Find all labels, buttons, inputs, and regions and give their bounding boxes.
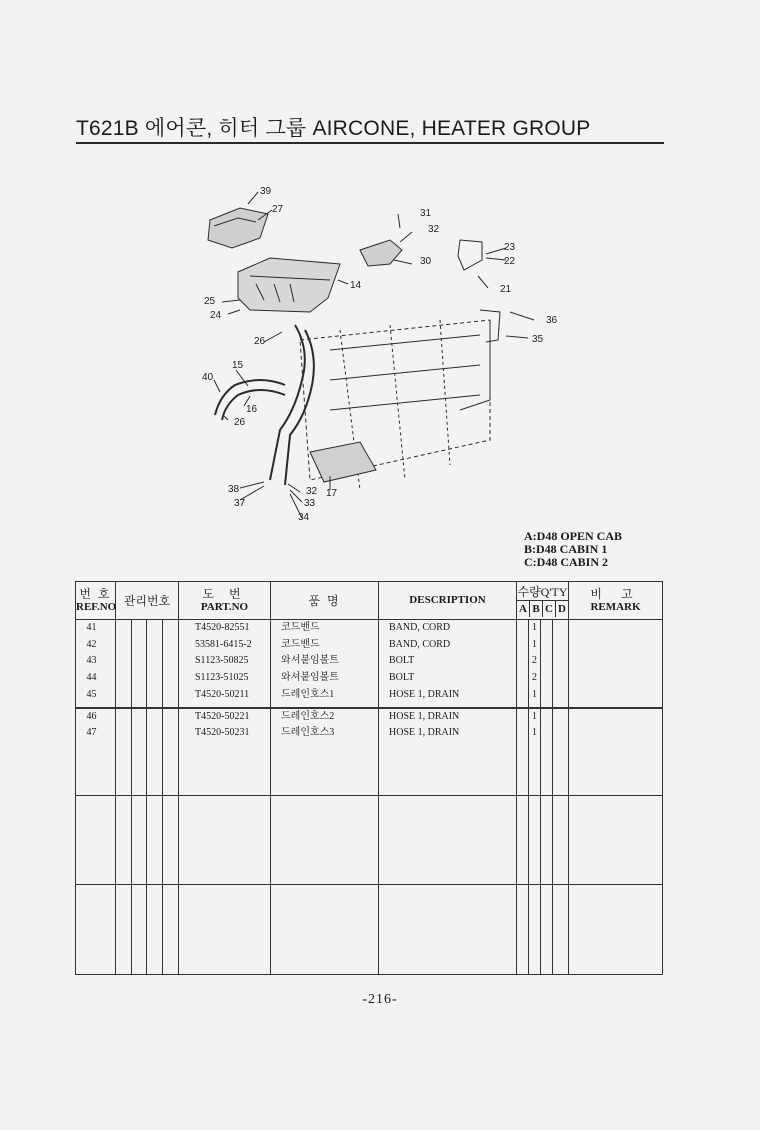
callout-label: 16: [246, 404, 258, 415]
callout-label: 27: [272, 204, 284, 215]
part-name-ko: 드레인호스3: [281, 727, 335, 739]
callout-label: 21: [500, 284, 512, 295]
bracket-part: [360, 240, 402, 266]
legend-c: C:D48 CABIN 2: [524, 555, 608, 569]
callout-label: 32: [306, 486, 318, 497]
table-row-group: [76, 796, 663, 884]
name-header-ko: 품 명: [308, 593, 341, 608]
mgmt-no-header: [116, 582, 179, 620]
callout-label: 33: [304, 498, 316, 509]
legend-a: A:D48 OPEN CAB: [524, 529, 622, 543]
part-name-ko: 드레인호스1: [281, 688, 335, 700]
ref-no: 44: [86, 672, 97, 684]
qty-b: 2: [532, 655, 537, 667]
exploded-parts-diagram: [190, 180, 570, 525]
part-no: S1123-51025: [195, 672, 249, 684]
description: BAND, CORD: [389, 622, 451, 633]
air-box-part: [208, 208, 268, 248]
part-no-header: [179, 582, 271, 620]
model-legend: [524, 530, 622, 569]
legend-b: B:D48 CABIN 1: [524, 542, 608, 556]
callout-label: 17: [326, 488, 338, 499]
callout-label: 40: [202, 372, 214, 383]
qty-c-header: C: [543, 601, 556, 617]
description-header: [379, 582, 517, 620]
table-row-group: [76, 620, 663, 708]
part-name-ko: 드레인호스2: [281, 710, 335, 722]
ref-header-en: REF.NO: [76, 601, 117, 613]
diagram-drawing: [190, 180, 570, 525]
qty-b: 1: [532, 710, 537, 722]
part-name-ko: 와셔붙임볼트: [281, 655, 339, 667]
part-no: T4520-50221: [195, 710, 250, 722]
callout-label: 30: [420, 256, 432, 267]
callout-label: 38: [228, 484, 240, 495]
callout-label: 23: [504, 242, 516, 253]
description: HOSE 1, DRAIN: [389, 727, 460, 739]
remark-header-ko: 비 고: [590, 587, 641, 601]
description: BOLT: [389, 672, 415, 684]
qty-b: 2: [532, 672, 537, 684]
callout-label: 35: [532, 334, 544, 345]
qty-header: [517, 582, 569, 620]
ref-no: 47: [86, 727, 97, 739]
table-row-group: [76, 708, 663, 796]
qty-d-header: D: [558, 603, 566, 615]
grille-part: [310, 442, 376, 482]
ref-header-ko: 번 호: [79, 587, 112, 601]
part-no: T4520-50231: [195, 727, 250, 739]
callout-label: 25: [204, 296, 216, 307]
qty-b: 1: [532, 727, 537, 739]
desc-header-en: DESCRIPTION: [409, 594, 486, 606]
description: BAND, CORD: [389, 638, 451, 650]
callout-label: 34: [298, 512, 310, 523]
ref-no-header: [76, 582, 116, 620]
qty-b: 1: [532, 638, 537, 650]
ref-no: 45: [86, 688, 97, 700]
description: HOSE 1, DRAIN: [389, 710, 460, 722]
remark-header-en: REMARK: [590, 601, 641, 613]
callout-label: 15: [232, 360, 244, 371]
callout-label: 36: [546, 315, 558, 326]
part-name-ko: 코드밴드: [281, 622, 320, 633]
qty-header-label: 수량Q'TY: [517, 585, 568, 599]
callout-label: 24: [210, 310, 222, 321]
qty-b-header: B: [530, 601, 543, 617]
part-name-ko: 와셔붙임볼트: [281, 672, 339, 684]
qty-b: 1: [532, 688, 537, 700]
part-no: T4520-50211: [195, 688, 250, 700]
callout-label: 39: [260, 186, 272, 197]
qty-a-header: A: [517, 601, 530, 617]
qty-columns: [517, 601, 568, 617]
ref-no: 46: [86, 710, 97, 722]
page-title: T621B 에어콘, 히터 그룹 AIRCONE, HEATER GROUP: [76, 117, 591, 140]
part-name-ko: 코드밴드: [281, 638, 320, 650]
ref-no: 42: [86, 638, 97, 650]
heater-unit-part: [238, 258, 340, 312]
qty-b: 1: [532, 622, 537, 633]
part-header-ko: 도 번: [202, 587, 247, 601]
callout-label: 32: [428, 224, 440, 235]
ref-no: 43: [86, 655, 97, 667]
part-no: T4520-82551: [195, 622, 250, 633]
part-no: 53581-6415-2: [195, 638, 252, 650]
part-header-en: PART.NO: [200, 601, 249, 613]
callout-label: 14: [350, 280, 362, 291]
name-ko-header: [271, 582, 379, 620]
mgmt-header-ko: 관리번호: [123, 593, 171, 608]
callout-label: 37: [234, 498, 246, 509]
callout-label: 22: [504, 256, 516, 267]
title-rule: [76, 142, 664, 144]
table-row-group: [76, 884, 663, 974]
callout-label: 31: [420, 208, 432, 219]
remark-header: [569, 582, 663, 620]
parts-table: [75, 581, 663, 975]
callout-label: 26: [234, 417, 246, 428]
description: BOLT: [389, 655, 415, 667]
page-number: -216-: [362, 992, 398, 1007]
ref-no: 41: [86, 622, 97, 633]
part-no: S1123-50825: [195, 655, 249, 667]
description: HOSE 1, DRAIN: [389, 688, 460, 700]
callout-label: 26: [254, 336, 266, 347]
